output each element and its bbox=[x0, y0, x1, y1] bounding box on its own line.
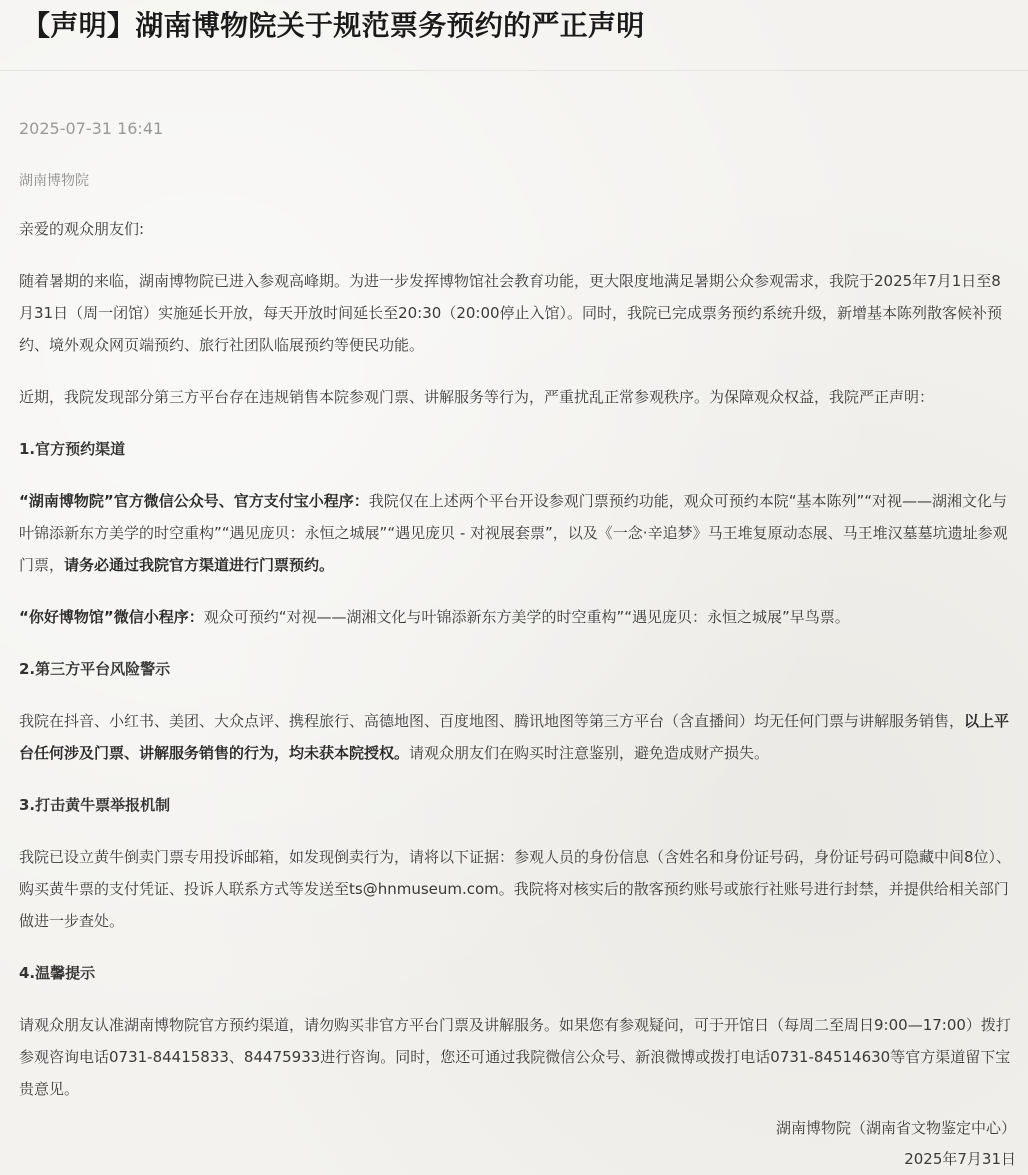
section-heading-official-channels: 1.官方预约渠道 bbox=[19, 440, 126, 458]
greeting: 亲爱的观众朋友们: bbox=[19, 220, 145, 238]
section-heading-scalper-report: 3.打击黄牛票举报机制 bbox=[19, 796, 171, 814]
hello-museum-bold-lead: “你好博物馆”微信小程序： bbox=[19, 608, 204, 626]
intro-paragraph: 随着暑期的来临，湖南博物院已进入参观高峰期。为进一步发挥博物馆社会教育功能，更大限度地满足暑期公众参观需求，我院于2025年7月1日至8月31日（周一闭馆）实施延长开放，每天开放时间延长至20:30（20:00停止入馆）。同时，我院已完成票务预约系统升级，新增基本陈列散客候补预约、境外观众网页端预约、旅行社团队临展预约等便民功能。 bbox=[19, 272, 1003, 354]
third-party-bold-warning: 以上平台任何涉及门票、讲解服务销售的行为，均未获本院授权。 bbox=[19, 712, 1010, 762]
article-body bbox=[19, 213, 1012, 1125]
official-channels-bold-lead: “湖南博物院”官方微信公众号、官方支付宝小程序： bbox=[19, 492, 369, 510]
publish-date: 2025-07-31 16:41 bbox=[19, 119, 164, 138]
section-heading-tips: 4.温馨提示 bbox=[19, 964, 96, 982]
signature-block bbox=[776, 1113, 1016, 1175]
scalper-report-paragraph: 我院已设立黄牛倒卖门票专用投诉邮箱，如发现倒卖行为，请将以下证据：参观人员的身份信息（含姓名和身份证号码，身份证号码可隐藏中间8位）、购买黄牛票的支付凭证、投诉人联系方式等发送至ts@hnmuseum.com。我院将对核实后的散客预约账号或旅行社账号进行封禁，并提供给相关部门做进一步查处。 bbox=[19, 848, 1012, 930]
article-header bbox=[0, 0, 1028, 71]
official-channels-bold-notice: 请务必通过我院官方渠道进行门票预约。 bbox=[64, 556, 335, 574]
article-source: 湖南博物院 bbox=[19, 173, 89, 189]
statement-paragraph: 近期，我院发现部分第三方平台存在违规销售本院参观门票、讲解服务等行为，严重扰乱正常参观秩序。为保障观众权益，我院严正声明： bbox=[19, 388, 935, 406]
third-party-paragraph bbox=[19, 705, 1012, 769]
official-channels-paragraph bbox=[19, 485, 1012, 581]
third-party-text: 我院在抖音、小红书、美团、大众点评、携程旅行、高德地图、百度地图、腾讯地图等第三方平台（含直播间）均无任何门票与讲解服务销售， bbox=[19, 712, 965, 730]
section-heading-third-party-risk: 2.第三方平台风险警示 bbox=[19, 660, 171, 678]
signature-date: 2025年7月31日 bbox=[904, 1150, 1016, 1168]
hello-museum-paragraph bbox=[19, 601, 1012, 633]
tips-paragraph: 请观众朋友认准湖南博物院官方预约渠道，请勿购买非官方平台门票及讲解服务。如果您有参观疑问，可于开馆日（每周二至周日9:00—17:00）拨打参观咨询电话0731-84415833、84475933进行咨询。同时，您还可通过我院微信公众号、新浪微博或拨打电话0731-84514630等官方渠道留下宝贵意见。 bbox=[19, 1016, 1011, 1098]
official-channels-text: 我院仅在上述两个平台开设参观门票预约功能，观众可预约本院“基本陈列”“对视——湖湘文化与叶锦添新东方美学的时空重构”“遇见庞贝：永恒之城展”“遇见庞贝 - 对视展套票”，以及《一念·辛追梦》马王堆复原动态展、马王堆汉墓墓坑遗址参观门票， bbox=[19, 492, 1008, 574]
signature-org: 湖南博物院（湖南省文物鉴定中心） bbox=[775, 1119, 1016, 1137]
hello-museum-text: 观众可预约“对视——湖湘文化与叶锦添新东方美学的时空重构”“遇见庞贝：永恒之城展”早鸟票。 bbox=[203, 608, 850, 626]
third-party-text-end: 请观众朋友们在购买时注意鉴别，避免造成财产损失。 bbox=[409, 744, 770, 762]
article-title: 【声明】湖南博物院关于规范票务预约的严正声明 bbox=[22, 9, 645, 42]
